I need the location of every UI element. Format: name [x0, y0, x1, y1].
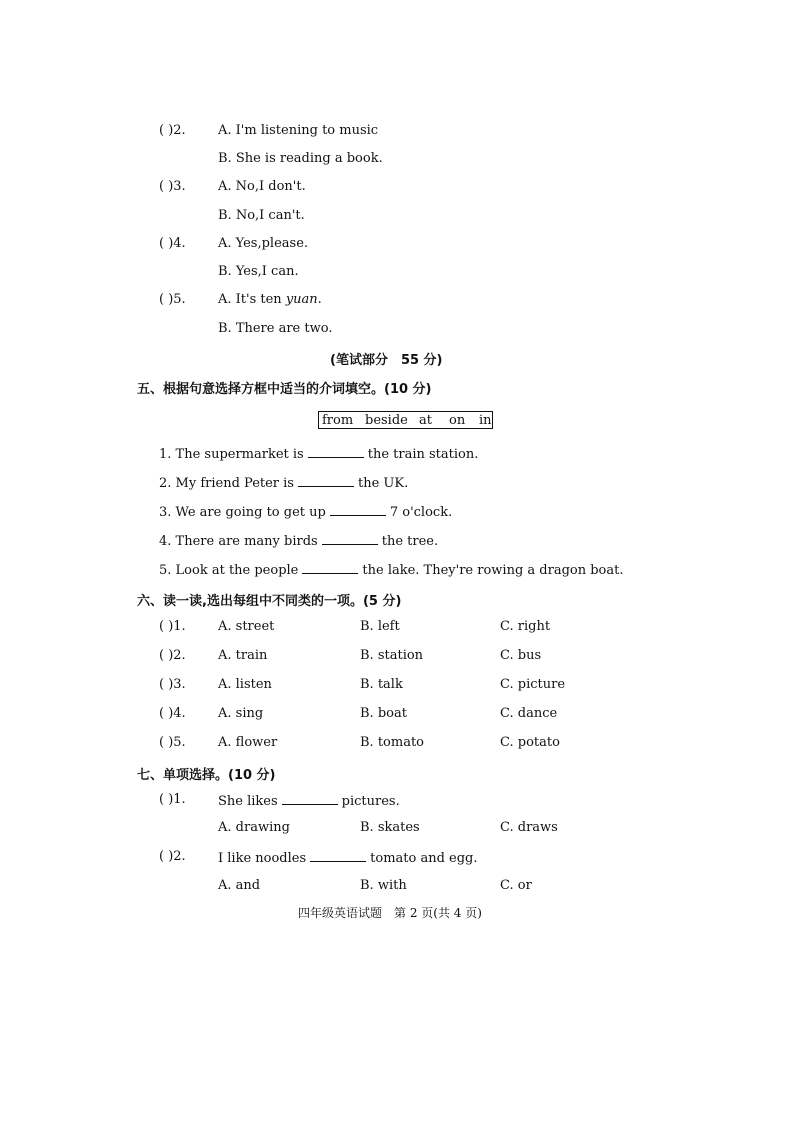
answer-blank[interactable] — [330, 503, 386, 516]
fill-item: 5. Look at the people the lake. They're rowing a dragon boat. — [159, 563, 624, 578]
section7-title: 七、单项选择。(10 分) — [137, 768, 276, 783]
option-a: A. drawing — [218, 820, 290, 835]
answer-blank[interactable] — [302, 561, 358, 574]
option-b: B. left — [360, 619, 400, 634]
answer-paren: ( )3. — [159, 179, 186, 194]
section5-title: 五、根据句意选择方框中适当的介词填空。(10 分) — [137, 382, 432, 397]
word-box — [318, 411, 493, 429]
option-b: B. boat — [360, 706, 407, 721]
answer-blank[interactable] — [308, 445, 364, 458]
option-b: B. station — [360, 648, 424, 663]
answer-paren[interactable]: ( )2. — [159, 849, 186, 864]
answer-paren[interactable]: ( )1. — [159, 792, 186, 807]
option-b: B. No,I can't. — [218, 208, 305, 223]
option-a: A. Yes,please. — [218, 236, 309, 251]
fill-item: 4. There are many birds the tree. — [159, 534, 439, 549]
box-word: from — [322, 413, 354, 428]
option-b: B. skates — [360, 820, 420, 835]
answer-blank[interactable] — [298, 474, 354, 487]
answer-paren[interactable]: ( )4. — [159, 706, 186, 721]
option-a: A. flower — [218, 735, 278, 750]
question-stem: She likes pictures. — [218, 794, 400, 809]
written-part-header: (笔试部分 55 分) — [330, 353, 443, 368]
option-a: A. street — [218, 619, 275, 634]
answer-paren: ( )4. — [159, 236, 186, 251]
option-c: C. draws — [500, 820, 558, 835]
option-c: C. picture — [500, 677, 566, 692]
answer-paren[interactable]: ( )5. — [159, 735, 186, 750]
option-a: A. train — [218, 648, 268, 663]
option-b: B. She is reading a book. — [218, 151, 383, 166]
option-c: C. right — [500, 619, 551, 634]
option-b: B. talk — [360, 677, 403, 692]
question-stem: I like noodles tomato and egg. — [218, 851, 478, 866]
option-c: C. potato — [500, 735, 560, 750]
answer-blank — [282, 792, 338, 805]
answer-paren: ( )2. — [159, 123, 186, 138]
answer-blank[interactable] — [322, 532, 378, 545]
answer-paren: ( )5. — [159, 292, 186, 307]
option-c: C. or — [500, 878, 532, 893]
page-footer: 四年级英语试题 第 2 页(共 4 页) — [298, 906, 482, 920]
option-a: A. listen — [218, 677, 272, 692]
option-a: A. I'm listening to music — [218, 123, 379, 138]
fill-item: 1. The supermarket is the train station. — [159, 447, 479, 462]
box-word: at — [419, 413, 432, 428]
option-a: A. sing — [218, 706, 264, 721]
answer-paren[interactable]: ( )2. — [159, 648, 186, 663]
box-word: in — [479, 413, 492, 428]
fill-item: 3. We are going to get up 7 o'clock. — [159, 505, 453, 520]
answer-paren[interactable]: ( )1. — [159, 619, 186, 634]
option-b: B. tomato — [360, 735, 424, 750]
box-word: beside — [365, 413, 408, 428]
fill-item: 2. My friend Peter is the UK. — [159, 476, 409, 491]
option-c: C. dance — [500, 706, 558, 721]
answer-blank — [310, 849, 366, 862]
option-b: B. Yes,I can. — [218, 264, 299, 279]
box-word: on — [449, 413, 466, 428]
option-a: A. and — [218, 878, 261, 893]
option-c: C. bus — [500, 648, 542, 663]
section6-title: 六、读一读,选出每组中不同类的一项。(5 分) — [137, 594, 402, 609]
answer-paren[interactable]: ( )3. — [159, 677, 186, 692]
option-a: A. No,I don't. — [218, 179, 306, 194]
option-b: B. There are two. — [218, 321, 333, 336]
option-a: A. It's ten yuan. — [218, 292, 322, 307]
option-b: B. with — [360, 878, 407, 893]
